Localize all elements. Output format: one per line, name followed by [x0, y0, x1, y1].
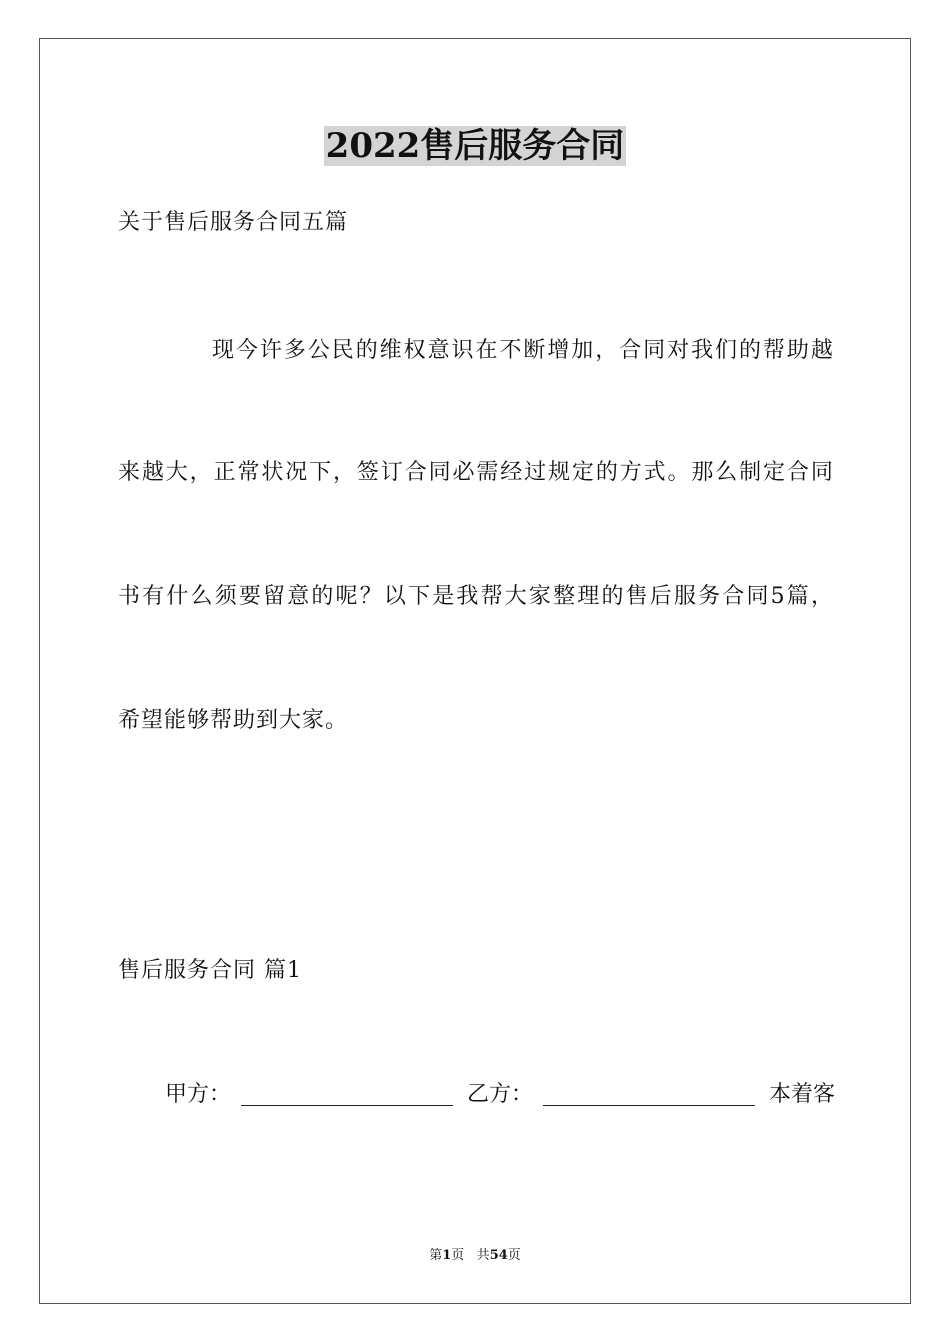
intro-line-2 [118, 458, 833, 488]
intro-line-3-text-char: 篇 [786, 584, 809, 609]
intro-line-3-text-char: 什 [166, 584, 189, 609]
intro-line-1-text-char: 民 [331, 338, 354, 363]
intro-line-1-text-char: 在 [475, 338, 498, 363]
intro-line-1 [212, 336, 833, 366]
intro-line-2-text-char: 规 [548, 460, 571, 485]
intro-line-2-text-char: 需 [476, 460, 499, 485]
intro-line-2-text-char: 况 [285, 460, 308, 485]
footer-total-pages: 54 [489, 1248, 508, 1263]
intro-line-2-text-char: 必 [452, 460, 475, 485]
intro-line-3-text-char: 理 [577, 584, 600, 609]
intro-line-3-text-char: 要 [238, 584, 261, 609]
footer-total-suffix: 页 [507, 1248, 521, 1263]
intro-line-3-text-char: 么 [190, 584, 213, 609]
intro-line-2-text-char: 么 [715, 460, 738, 485]
intro-line-2-text-char: 制 [739, 460, 762, 485]
signature-row [165, 1080, 835, 1110]
intro-line-3-text-char: 书 [118, 584, 141, 609]
intro-line-2-text-char: 同 [810, 460, 833, 485]
intro-line-2-text-char: 订 [380, 460, 403, 485]
section-heading: 售后服务合同 篇1 [118, 958, 302, 983]
intro-line-3 [118, 582, 833, 612]
intro-line-1-text-char: 合 [619, 338, 642, 363]
intro-line-3-text-char: 的 [601, 584, 624, 609]
intro-line-2-text-char: 越 [141, 460, 164, 485]
document-title [0, 124, 950, 168]
intro-line-2-text-char: 定 [763, 460, 786, 485]
intro-line-2-text-char: 经 [500, 460, 523, 485]
intro-line-3-text-char: 以 [383, 584, 406, 609]
intro-line-2-text-char: 状 [261, 460, 284, 485]
intro-line-2-text-char: ， [189, 460, 212, 485]
intro-line-2-text-char: 大 [165, 460, 188, 485]
intro-line-4: 希望能够帮助到大家。 [118, 708, 349, 733]
intro-line-1-text-char: 加 [571, 338, 594, 363]
intro-line-2-text-char: 下 [309, 460, 332, 485]
intro-line-2-text-char: 常 [237, 460, 260, 485]
intro-line-1-text-char: 增 [547, 338, 570, 363]
intro-line-1-text-char: 的 [355, 338, 378, 363]
intro-line-3-text-char: 同 [746, 584, 769, 609]
intro-line-2-text-char: 那 [691, 460, 714, 485]
intro-line-1-text-char: 们 [715, 338, 738, 363]
intro-line-3-text-char: 大 [504, 584, 527, 609]
intro-line-3-text-char: 下 [408, 584, 431, 609]
intro-line-3-text-char: 意 [287, 584, 310, 609]
intro-line-3-text-char: 后 [649, 584, 672, 609]
intro-line-1-text-char: 识 [451, 338, 474, 363]
intro-line-3-text-char: 我 [456, 584, 479, 609]
intro-line-2-text-char: 。 [667, 460, 690, 485]
intro-line-2-text-char: 的 [595, 460, 618, 485]
intro-line-1-text-char: 断 [523, 338, 546, 363]
intro-line-1-text-char: 同 [643, 338, 666, 363]
intro-line-2-text-char: 合 [404, 460, 427, 485]
document-subtitle: 关于售后服务合同五篇 [118, 210, 349, 235]
intro-line-3-text-char: 帮 [480, 584, 503, 609]
intro-line-1-text-char: 许 [259, 338, 282, 363]
intro-line-1-text-char: 助 [786, 338, 809, 363]
intro-line-3-text-char: 5 [770, 584, 785, 609]
footer-page-suffix: 页 [451, 1248, 465, 1263]
intro-line-2-text-char: 合 [786, 460, 809, 485]
intro-line-1-text-char: 的 [738, 338, 761, 363]
intro-line-3-text-char: 服 [673, 584, 696, 609]
intro-line-3-text-char: 的 [311, 584, 334, 609]
intro-line-3-text-char: 是 [432, 584, 455, 609]
intro-line-1-text-char: 越 [810, 338, 833, 363]
intro-line-1-text-char: 帮 [762, 338, 785, 363]
intro-line-3-text-char: ， [810, 584, 833, 609]
intro-line-1-text-char: 公 [307, 338, 330, 363]
intro-line-3-text-char: 售 [625, 584, 648, 609]
intro-line-3-text-char: ？ [359, 584, 382, 609]
party-a-blank [241, 1083, 453, 1106]
intro-line-1-text-char: 我 [691, 338, 714, 363]
footer-page-number: 1 [442, 1248, 452, 1263]
intro-line-1-text-char: 今 [235, 338, 258, 363]
intro-line-3-text-char: 呢 [335, 584, 358, 609]
document-title-text: 2022售后服务合同 [325, 126, 625, 166]
party-a-label: 甲方： [165, 1082, 232, 1107]
intro-line-3-text-char: 家 [528, 584, 551, 609]
intro-line-1-text-char: 不 [499, 338, 522, 363]
intro-line-2-text-char: 同 [428, 460, 451, 485]
intro-line-2-text-char: ， [333, 460, 356, 485]
intro-line-2-text-char: 式 [643, 460, 666, 485]
intro-line-2-text-char: 来 [118, 460, 141, 485]
intro-line-2-text-char: 正 [213, 460, 236, 485]
intro-line-1-text-char: 对 [667, 338, 690, 363]
page-footer [0, 1247, 950, 1265]
party-b-label: 乙方： [466, 1082, 533, 1107]
trailing-text: 本着客 [768, 1082, 835, 1107]
intro-line-3-text-char: 留 [263, 584, 286, 609]
intro-line-1-text-char: 维 [379, 338, 402, 363]
intro-line-3-text-char: 合 [722, 584, 745, 609]
intro-line-2-text-char: 定 [571, 460, 594, 485]
party-b-blank [543, 1083, 755, 1106]
intro-line-2-text-char: 签 [356, 460, 379, 485]
footer-total-prefix: 共 [476, 1248, 490, 1263]
intro-line-3-text-char: 有 [142, 584, 165, 609]
intro-line-3-text-char: 务 [698, 584, 721, 609]
intro-line-1-text-char: 权 [403, 338, 426, 363]
intro-line-1-text-char: 意 [427, 338, 450, 363]
intro-line-3-text-char: 须 [214, 584, 237, 609]
footer-page-prefix: 第 [429, 1248, 443, 1263]
intro-line-2-text-char: 过 [524, 460, 547, 485]
intro-line-3-text-char: 整 [553, 584, 576, 609]
intro-line-1-text-char: ， [595, 338, 618, 363]
intro-line-2-text-char: 方 [619, 460, 642, 485]
intro-line-1-text-char: 多 [283, 338, 306, 363]
intro-line-1-text-char: 现 [212, 338, 235, 363]
